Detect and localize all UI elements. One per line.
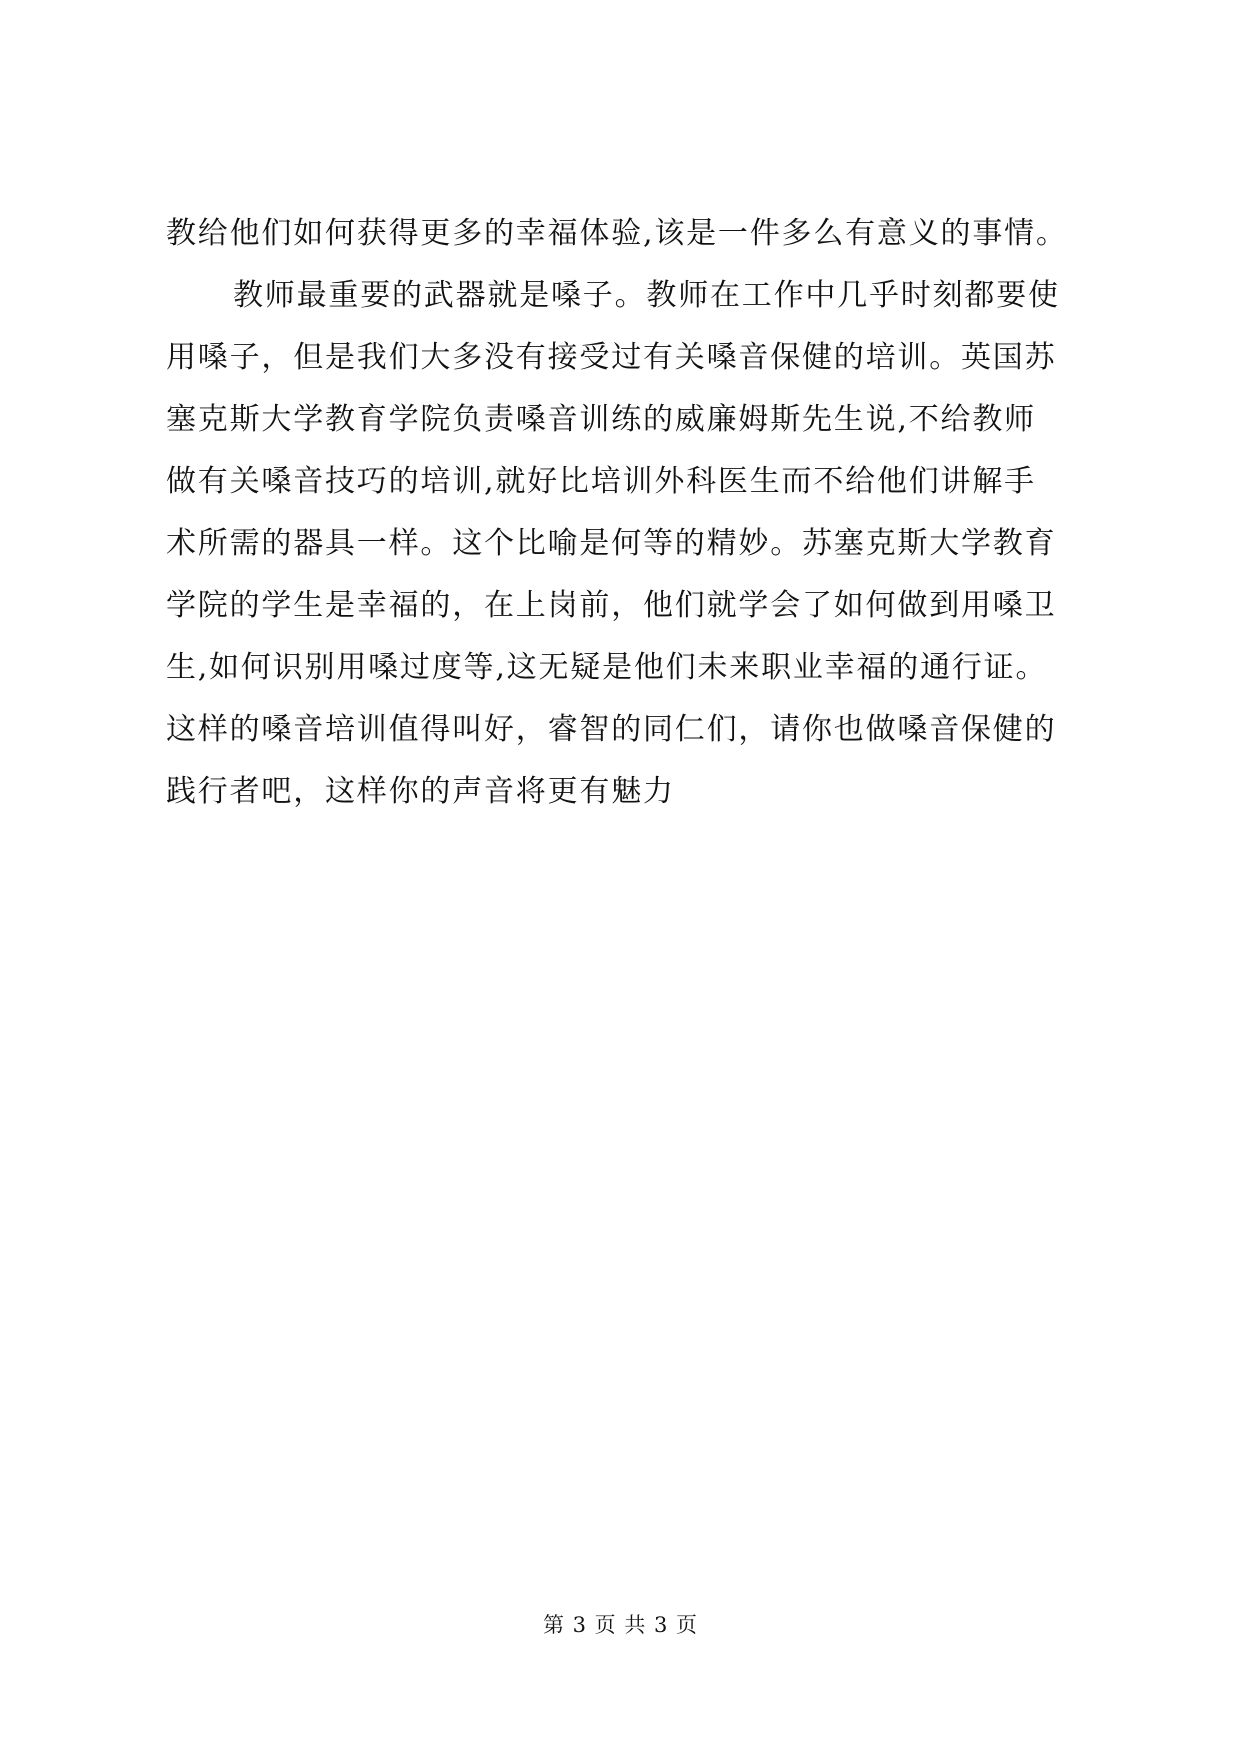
text-line: 践行者吧，这样你的声音将更有魅力 (166, 774, 675, 809)
text-line: 做有关嗓音技巧的培训,就好比培训外科医生而不给他们讲解手 (166, 464, 1036, 499)
text-line: 生,如何识别用嗓过度等,这无疑是他们未来职业幸福的通行证。 (166, 650, 1048, 685)
page-number-footer: 第 3 页 共 3 页 (542, 1613, 699, 1637)
text-line: 教给他们如何获得更多的幸福体验,该是一件多么有意义的事情。 (166, 216, 1068, 251)
text-line: 塞克斯大学教育学院负责嗓音训练的威廉姆斯先生说,不给教师 (166, 402, 1036, 437)
body-text (166, 203, 1096, 823)
text-line: 术所需的器具一样。这个比喻是何等的精妙。苏塞克斯大学教育 (166, 526, 1057, 561)
text-line: 学院的学生是幸福的，在上岗前，他们就学会了如何做到用嗓卫 (166, 588, 1057, 623)
paragraph-start-line: 教师最重要的武器就是嗓子。教师在工作中几乎时刻都要使 (233, 278, 1060, 313)
text-line: 这样的嗓音培训值得叫好，睿智的同仁们，请你也做嗓音保健的 (166, 712, 1057, 747)
text-line: 用嗓子，但是我们大多没有接受过有关嗓音保健的培训。英国苏 (166, 340, 1057, 375)
